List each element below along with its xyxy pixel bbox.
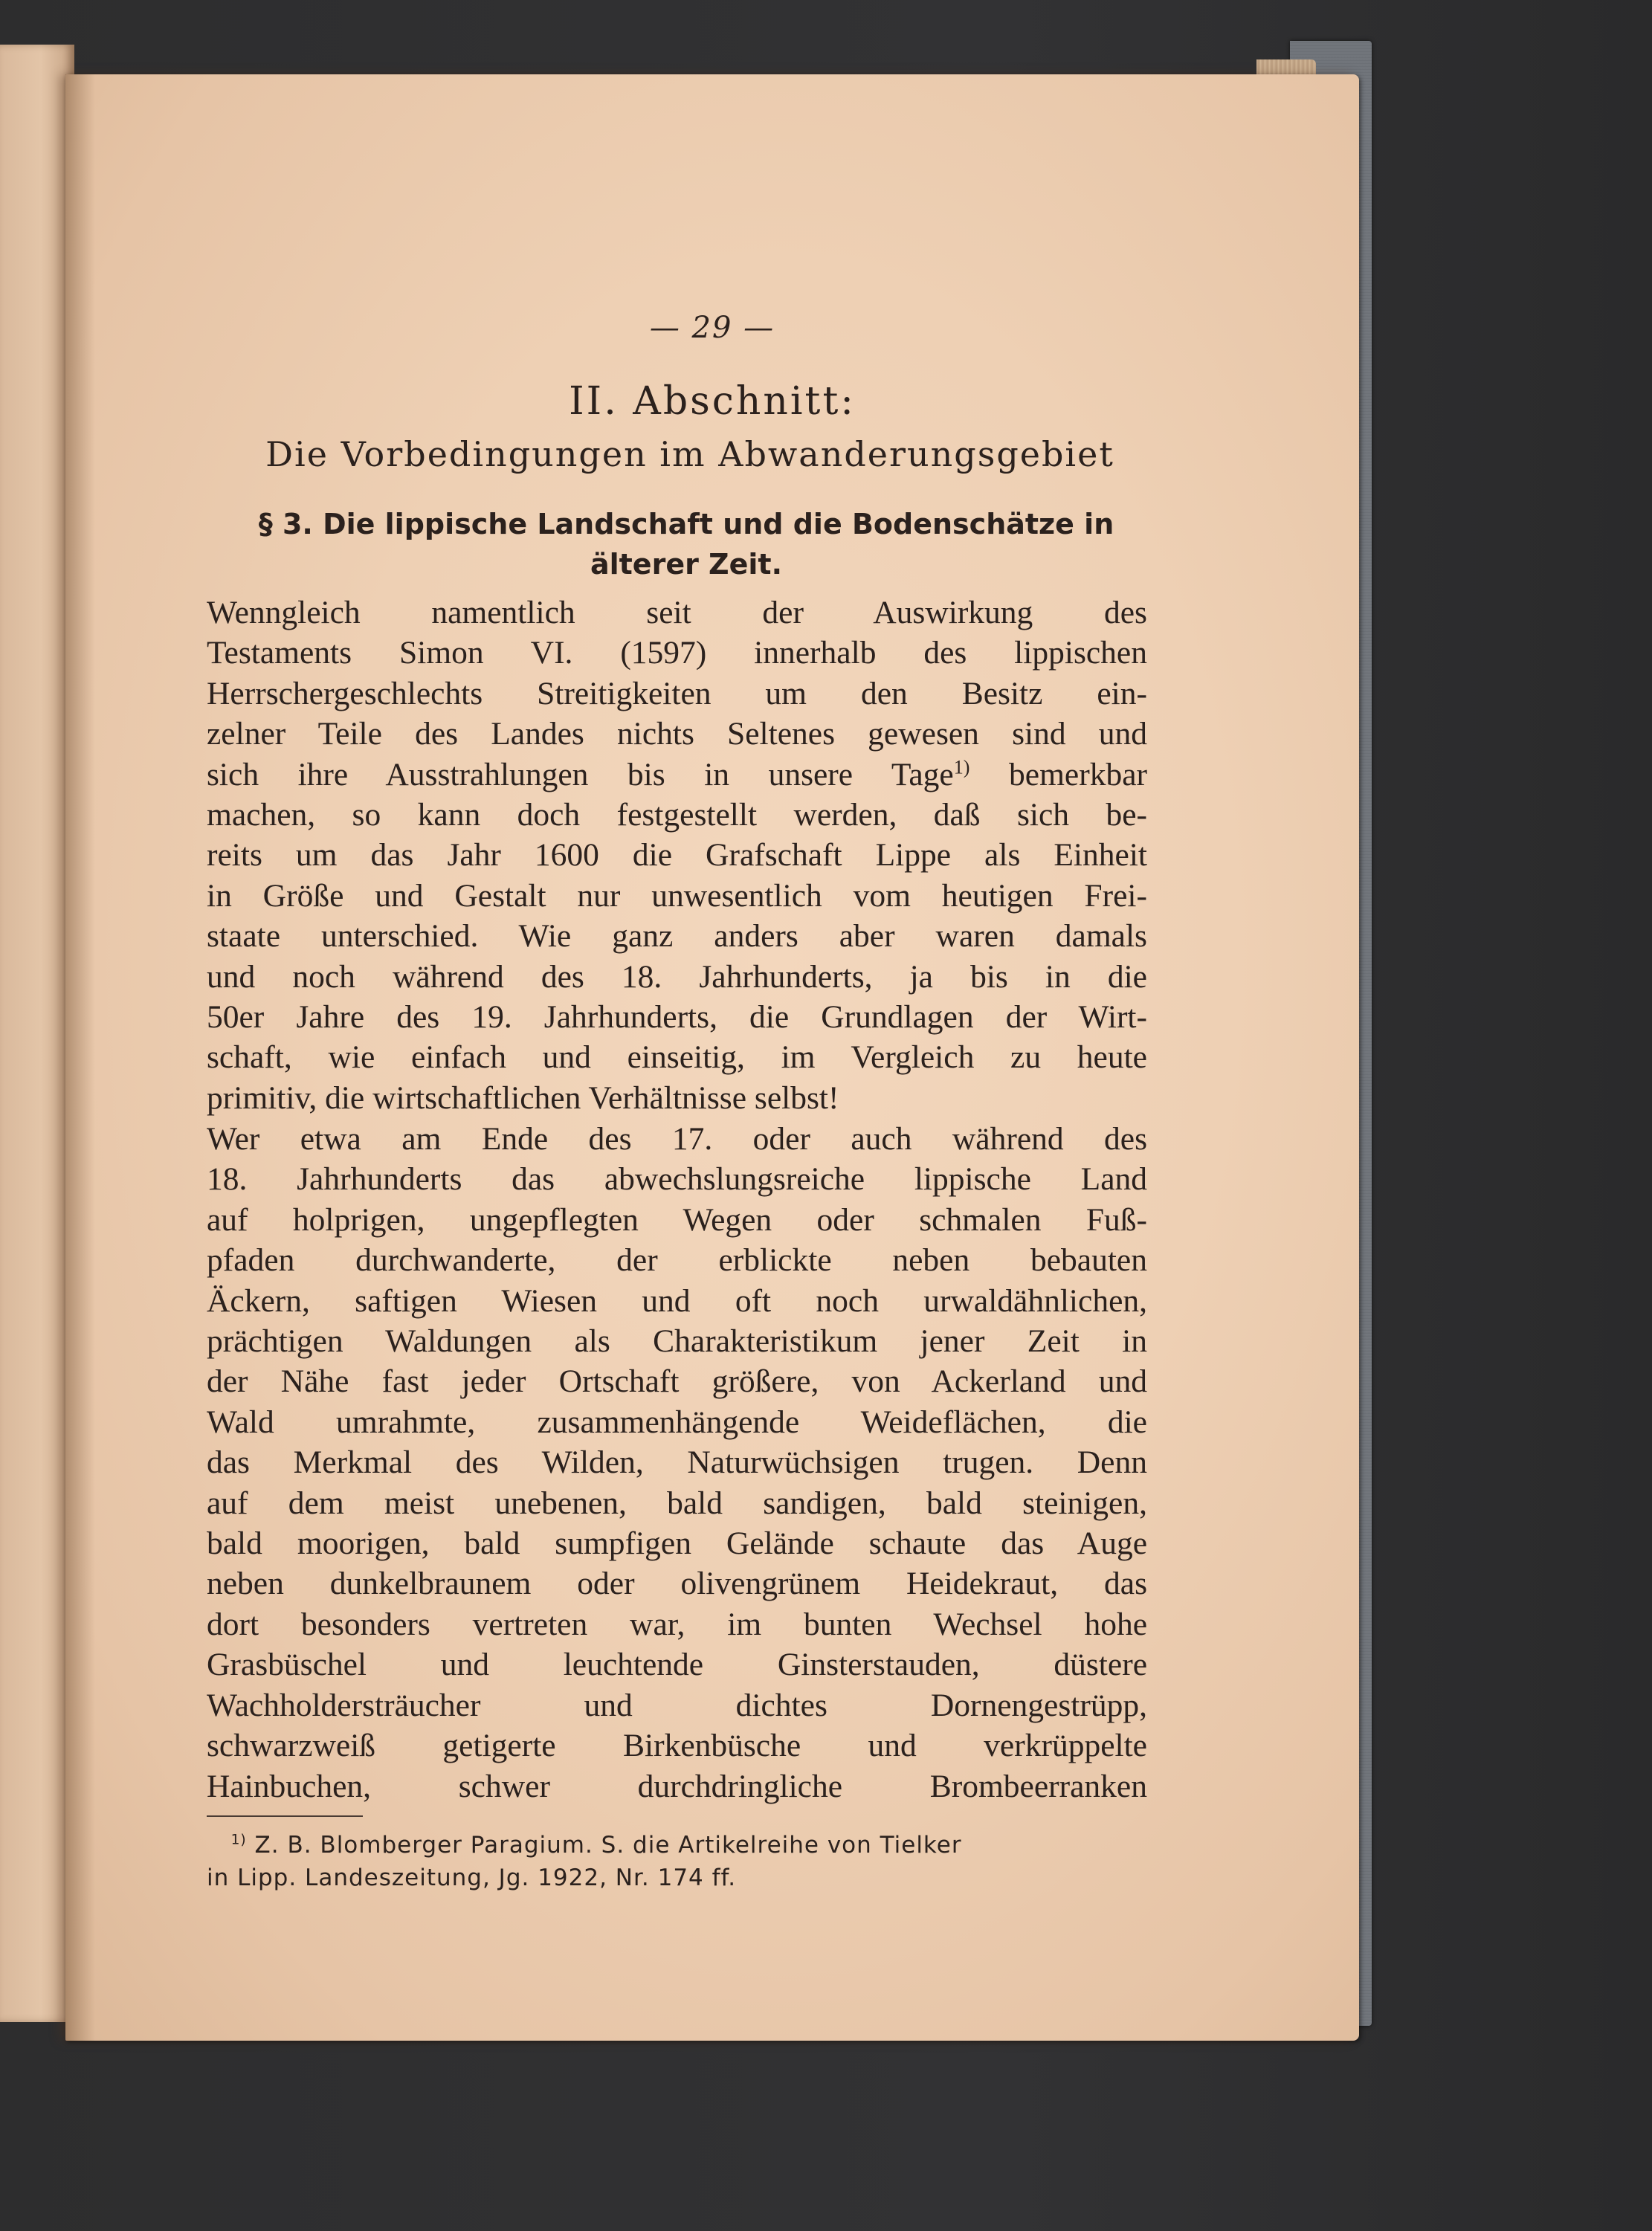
footnote-text: Z. B. Blomberger Paragium. S. die Artikelreihe von Tielker <box>246 1832 962 1859</box>
footnote-reference: 1) <box>953 756 970 778</box>
paragraph-1 <box>207 593 1147 1118</box>
text-line: auf holprigen, ungepflegten Wegen oder schmalen Fuß- <box>207 1201 1147 1238</box>
text-line: und noch während des 18. Jahrhunderts, ja bis in die <box>207 958 1147 995</box>
text-line: bald moorigen, bald sumpfigen Gelände schaute das Auge <box>207 1525 1147 1562</box>
text-line: primitiv, die wirtschaftlichen Verhältnisse selbst! <box>207 1079 839 1116</box>
text-line: prächtigen Waldungen als Charakteristikum jener Zeit in <box>207 1323 1147 1360</box>
text-line: der Nähe fast jeder Ortschaft größere, von Ackerland und <box>207 1363 1147 1400</box>
text-line: in Größe und Gestalt nur unwesentlich vom heutigen Frei- <box>207 877 1147 914</box>
chapter-heading-line-1: § 3. Die lippische Landschaft und die Bodenschätze in <box>258 508 1114 540</box>
text-line: staate unterschied. Wie ganz anders aber waren damals <box>207 918 1147 955</box>
footnote-line-2: in Lipp. Landeszeitung, Jg. 1922, Nr. 174 ff. <box>207 1864 737 1891</box>
text-line: schwarzweiß getigerte Birkenbüsche und verkrüppelte <box>207 1728 1147 1764</box>
text-line: neben dunkelbraunem oder olivengrünem Heidekraut, das <box>207 1566 1147 1602</box>
section-subtitle: Die Vorbedingungen im Abwanderungsgebiet <box>265 434 1114 474</box>
text-segment: bemerkbar <box>969 756 1147 792</box>
text-line: Herrschergeschlechts Streitigkeiten um den Besitz ein- <box>207 675 1147 711</box>
text-line: machen, so kann doch festgestellt werden, daß sich be- <box>207 797 1147 833</box>
footnote <box>207 1829 1147 1894</box>
gutter-shadow <box>65 74 95 2041</box>
footnote-line-1 <box>207 1829 1147 1862</box>
text-line: Wald umrahmte, zusammenhängende Weideflächen, die <box>207 1404 1147 1440</box>
text-segment: sich ihre Ausstrahlungen bis in unsere Tage <box>207 756 954 792</box>
text-line: auf dem meist unebenen, bald sandigen, bald steinigen, <box>207 1485 1147 1521</box>
text-line: Hainbuchen, schwer durchdringliche Brombeerranken <box>207 1768 1147 1804</box>
text-line: schaft, wie einfach und einseitig, im Vergleich zu heute <box>207 1039 1147 1076</box>
footnote-marker: 1) <box>230 1832 247 1848</box>
left-page-margin <box>0 45 74 2022</box>
text-line: Wenngleich namentlich seit der Auswirkung des <box>207 595 1147 630</box>
page-number: — 29 — <box>649 311 775 345</box>
text-line: Wachholdersträucher und dichtes Dornengestrüpp, <box>207 1687 1147 1723</box>
paragraph-2 <box>207 1119 1147 1807</box>
text-line: Testaments Simon VI. (1597) innerhalb des lippischen <box>207 635 1147 671</box>
text-line: dort besonders vertreten war, im bunten Wechsel hohe <box>207 1606 1147 1642</box>
text-line: 50er Jahre des 19. Jahrhunderts, die Grundlagen der Wirt- <box>207 999 1147 1036</box>
text-line: zelner Teile des Landes nichts Seltenes gewesen sind und <box>207 716 1147 752</box>
text-line: Grasbüschel und leuchtende Ginsterstauden, düstere <box>207 1647 1147 1683</box>
footnote-divider <box>207 1815 363 1817</box>
text-line: reits um das Jahr 1600 die Grafschaft Lippe als Einheit <box>207 837 1147 874</box>
text-line: Wer etwa am Ende des 17. oder auch während des <box>207 1121 1147 1157</box>
chapter-heading-line-2: älterer Zeit. <box>590 548 783 581</box>
text-line: Äckern, saftigen Wiesen und oft noch urwaldähnlichen, <box>207 1282 1147 1319</box>
section-title: II. Abschnitt: <box>569 379 856 424</box>
chapter-heading <box>207 504 1166 584</box>
text-line: 18. Jahrhunderts das abwechslungsreiche lippische Land <box>207 1161 1147 1198</box>
text-line-with-footnote <box>207 755 1147 795</box>
text-line: pfaden durchwanderte, der erblickte neben bebauten <box>207 1242 1147 1279</box>
text-line: das Merkmal des Wilden, Naturwüchsigen trugen. Denn <box>207 1444 1147 1481</box>
book-page <box>65 74 1359 2041</box>
